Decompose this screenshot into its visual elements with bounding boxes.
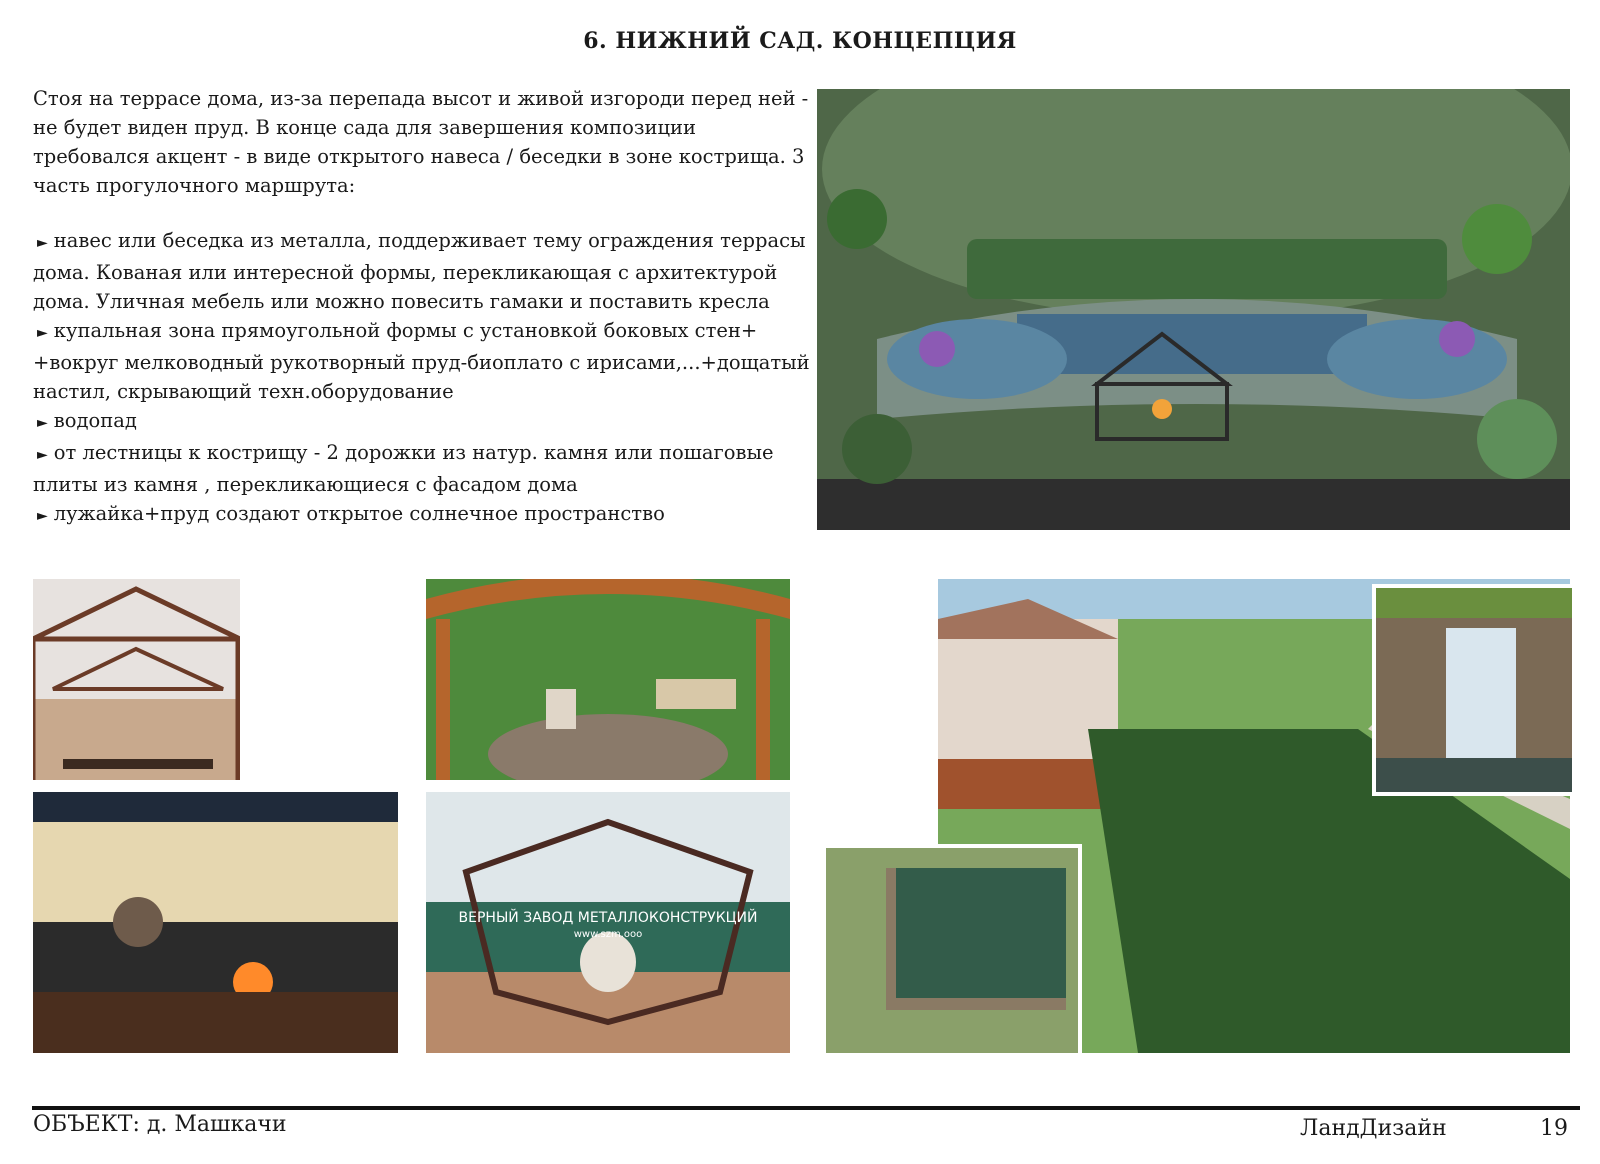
wooden-pergola-firepit-photo [426, 579, 790, 780]
bullet-item: ► лужайка+пруд создают открытое солнечное пространство [33, 499, 813, 531]
triangle-bullet-icon: ► [37, 325, 48, 341]
metal-gazebo-photo [426, 792, 790, 1053]
garden-concept-render [817, 89, 1570, 530]
triangle-bullet-icon: ► [37, 508, 48, 524]
intro-text: Стоя на террасе дома, из-за перепада высот и живой изгороди перед ней - не будет виден пруд. В конце сада для завершения композиции требовался акцент - в виде открытого навеса / беседки в зоне кострища. 3 часть прогулочного маршрута: [33, 87, 809, 197]
bullet-item: ► навес или беседка из металла, поддерживает тему ограждения террасы дома. Кованая или интересной формы, перекликающая с архитектурой дома. Уличная мебель или можно повесить гамаки и поставить кресла [33, 229, 806, 313]
pergola-lights-photo [33, 579, 240, 780]
footer-object: ОБЪЕКТ: д. Машкачи [33, 1112, 287, 1137]
watermark-url: www.szm.ooo [573, 929, 643, 940]
page-title: 6. НИЖНИЙ САД. КОНЦЕПЦИЯ [583, 28, 1017, 54]
triangle-bullet-icon: ► [37, 235, 48, 251]
page-number: 19 [1540, 1116, 1568, 1141]
footer-divider [32, 1106, 1580, 1110]
bullet-item: ► водопад [33, 406, 813, 438]
watermark-text: ВЕРНЫЙ ЗАВОД МЕТАЛЛОКОНСТРУКЦИЙ [458, 910, 758, 926]
bullet-item: ► от лестницы к кострищу - 2 дорожки из натур. камня или пошаговые плиты из камня , перекликающиеся с фасадом дома [33, 441, 774, 496]
swimming-pond-deck-photo [822, 844, 1082, 1057]
waterfall-photo [1372, 584, 1576, 796]
footer-brand: ЛандДизайн [1300, 1116, 1447, 1141]
bullet-item: ► купальная зона прямоугольной формы с установкой боковых стен+ +вокруг мелководный рукотворный пруд-биоплато с ирисами,...+дощатый настил, скрывающий техн.оборудование [33, 319, 810, 403]
triangle-bullet-icon: ► [37, 415, 48, 431]
concept-bullet-list [33, 226, 813, 531]
evening-firepit-photo [33, 792, 398, 1053]
triangle-bullet-icon: ► [37, 447, 48, 463]
